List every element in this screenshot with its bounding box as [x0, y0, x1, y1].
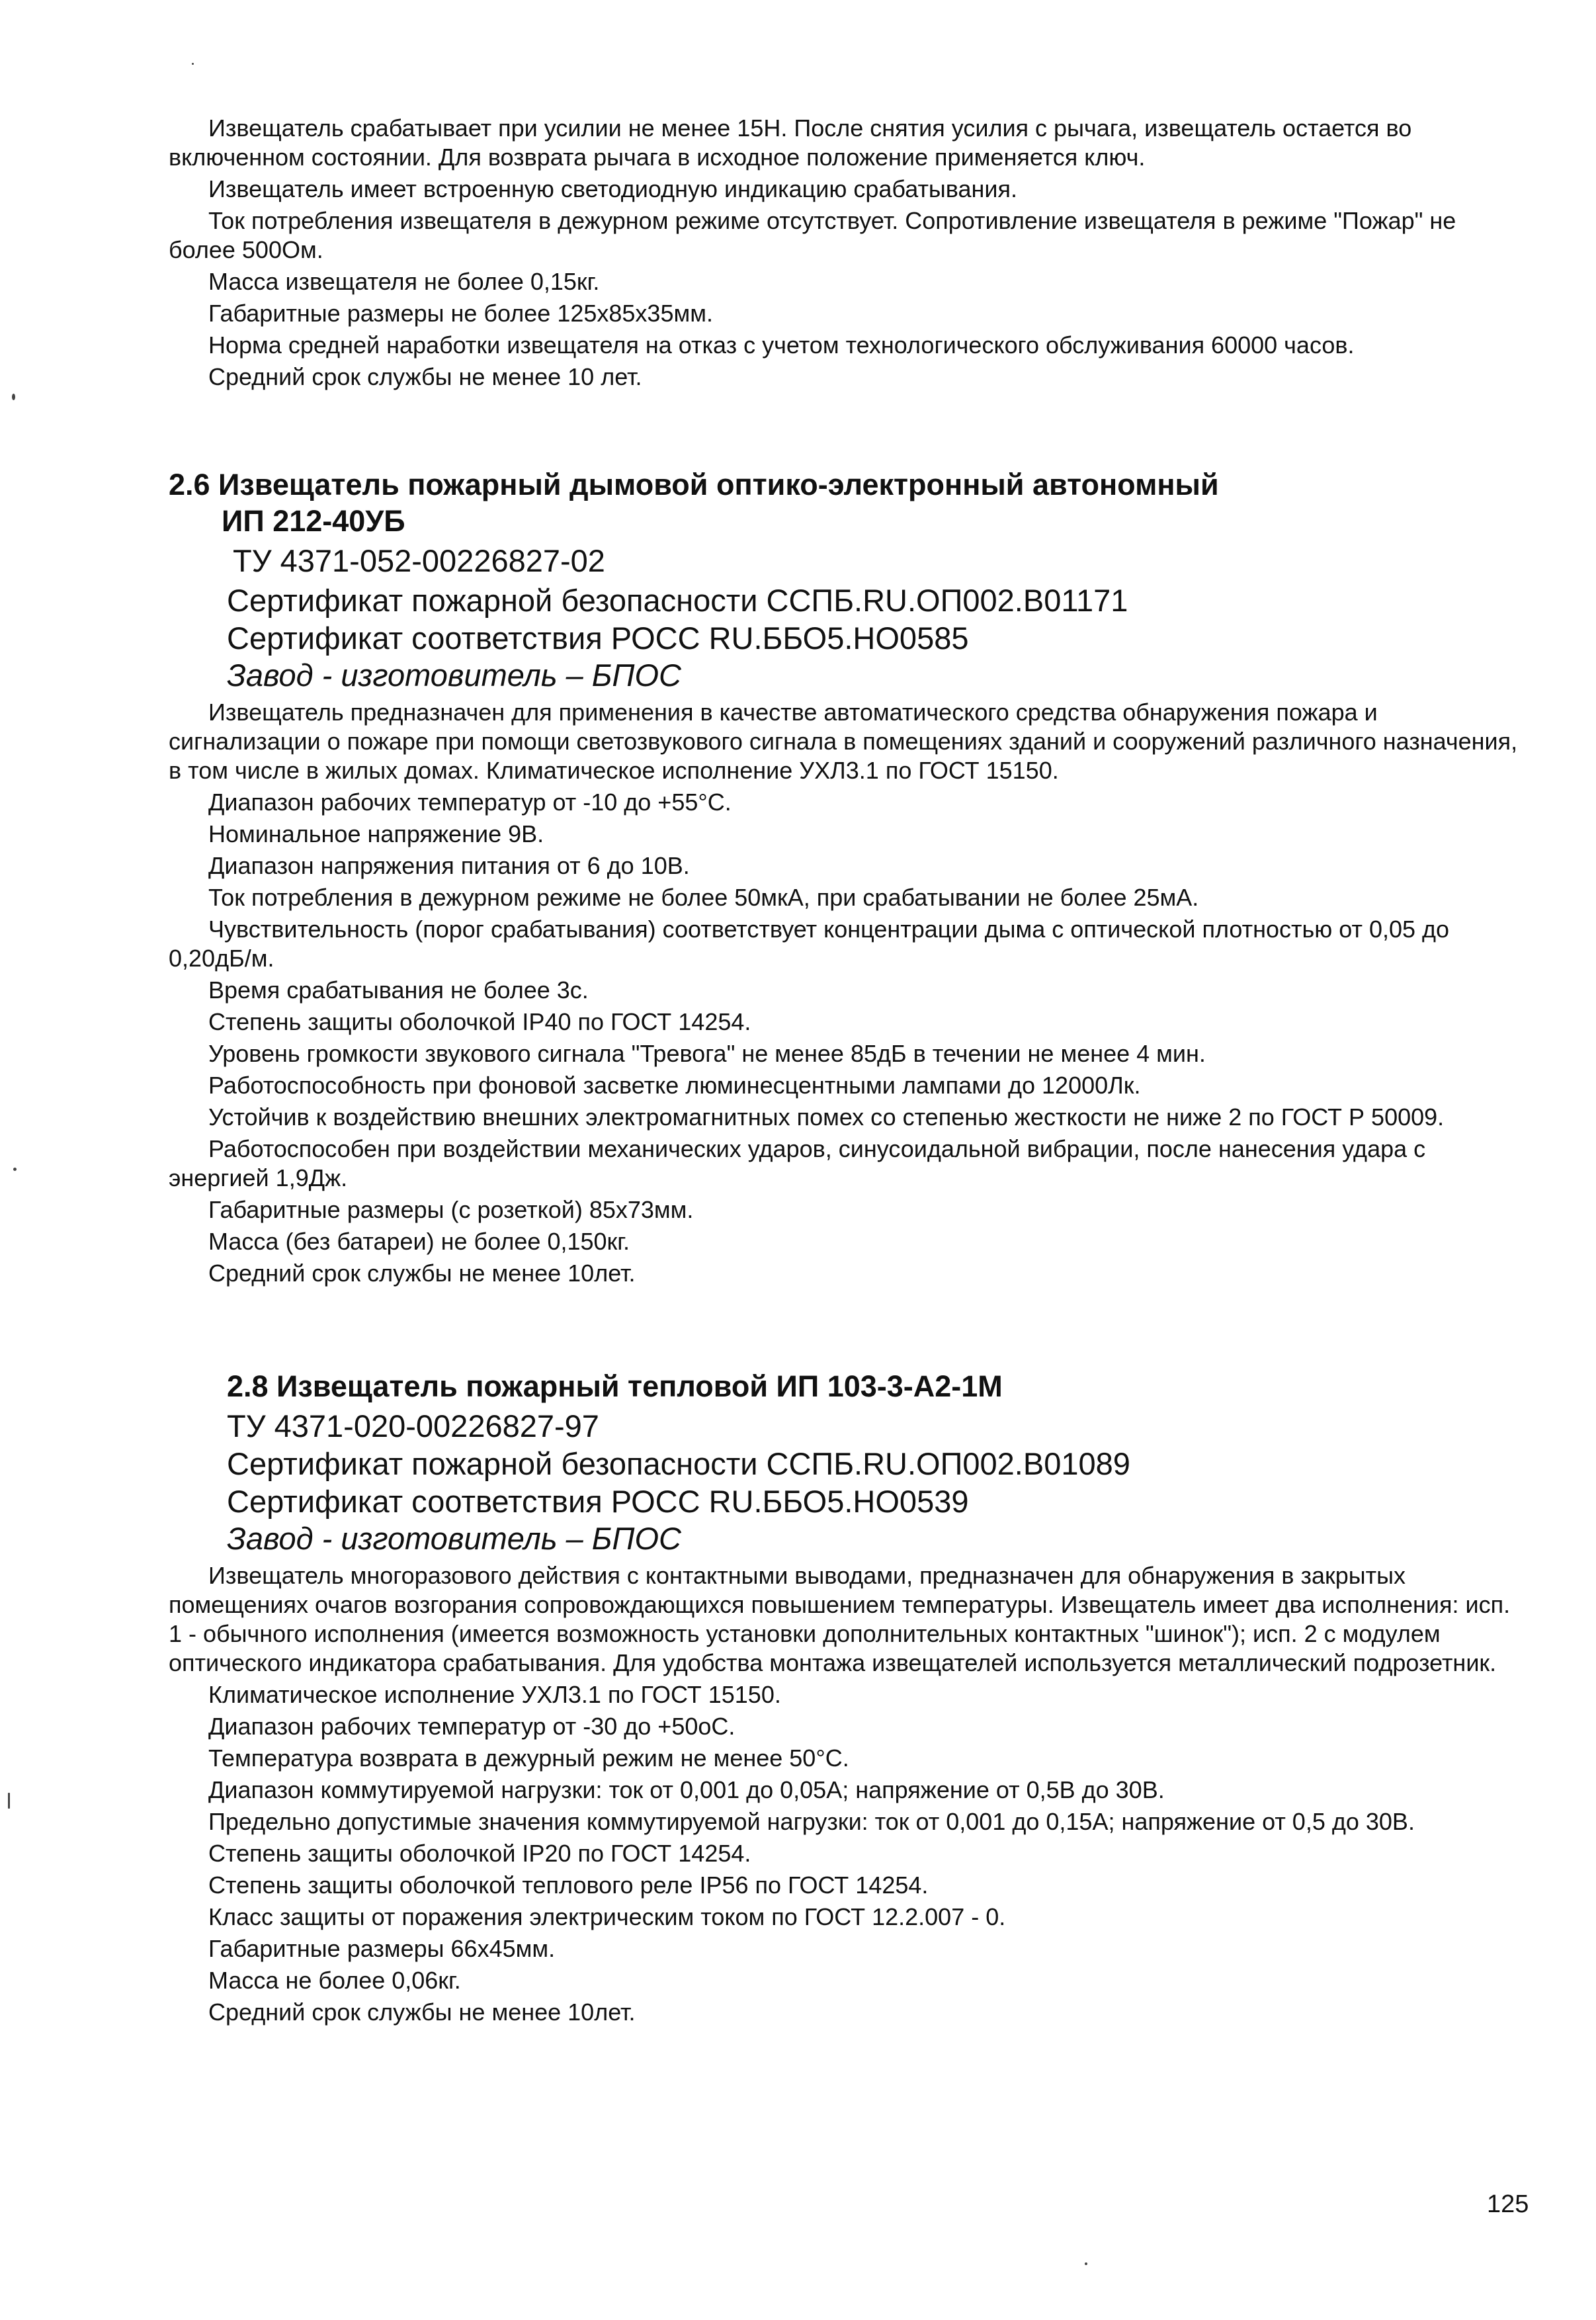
paragraph: Работоспособность при фоновой засветке люминесцентными лампами до 12000Лк.	[208, 1072, 1141, 1099]
paragraph: Габаритные размеры 66х45мм.	[208, 1935, 556, 1962]
paragraph: Средний срок службы не менее 10лет.	[208, 1998, 636, 2026]
paragraph: Габаритные размеры (с розеткой) 85х73мм.	[208, 1196, 694, 1223]
scan-speck	[13, 1168, 17, 1171]
section-2-6-manufacturer: Завод - изготовитель – БПОС	[227, 658, 681, 693]
paragraph: Извещатель многоразового действия с контактными выводами, предназначен для обнаружения в закрытых помещениях очагов возгорания сопровождающихся повышением температуры. Извещатель имеет два исполнения: исп. 1 - обычного исполнения (имеется возможность установки дополнительных контактных "шинок"); исп. 2 с модулем оптического индикатора срабатывания. Для удобства монтажа извещателей используется металлический подрозетник.	[169, 1562, 1511, 1676]
section-2-6-model: ИП 212-40УБ	[222, 504, 405, 538]
paragraph: Степень защиты оболочкой IP20 по ГОСТ 14254.	[208, 1840, 751, 1867]
paragraph: Температура возврата в дежурный режим не менее 50°С.	[208, 1744, 849, 1772]
section-2-6-tu: ТУ 4371-052-00226827-02	[233, 543, 605, 578]
scan-speck	[8, 1793, 10, 1809]
paragraph: Средний срок службы не менее 10 лет.	[208, 363, 642, 390]
paragraph: Номинальное напряжение 9В.	[208, 820, 544, 847]
section-2-6-fire-certificate: Сертификат пожарной безопасности ССПБ.RU.ОП002.В01171	[227, 583, 1128, 618]
paragraph: Средний срок службы не менее 10лет.	[208, 1260, 636, 1287]
paragraph: Предельно допустимые значения коммутируемой нагрузки: ток от 0,001 до 0,15А; напряжение от 0,5 до 30В.	[208, 1808, 1415, 1835]
paragraph: Класс защиты от поражения электрическим током по ГОСТ 12.2.007 - 0.	[208, 1903, 1006, 1930]
paragraph: Норма средней наработки извещателя на отказ с учетом технологического обслуживания 60000 часов.	[208, 331, 1355, 359]
paragraph: Уровень громкости звукового сигнала "Тревога" не менее 85дБ в течении не менее 4 мин.	[208, 1040, 1206, 1067]
paragraph: Время срабатывания не более 3с.	[208, 976, 589, 1004]
section-2-8-body	[169, 1561, 1518, 2027]
paragraph: Диапазон напряжения питания от 6 до 10В.	[208, 852, 690, 879]
paragraph: Ток потребления в дежурном режиме не более 50мкА, при срабатывании не более 25мА.	[208, 884, 1199, 911]
section-2-6-body	[169, 698, 1525, 1288]
paragraph: Извещатель имеет встроенную светодиодную индикацию срабатывания.	[208, 175, 1018, 202]
paragraph: Устойчив к воздействию внешних электромагнитных помех со степенью жесткости не ниже 2 по ГОСТ Р 50009.	[208, 1103, 1445, 1131]
section-2-8-conformity-certificate: Сертификат соответствия РОСС RU.ББО5.НО0539	[227, 1484, 969, 1519]
scan-speck	[12, 394, 15, 400]
paragraph: Диапазон рабочих температур от -30 до +50оС.	[208, 1713, 735, 1740]
paragraph: Климатическое исполнение УХЛ3.1 по ГОСТ 15150.	[208, 1681, 781, 1708]
paragraph: Габаритные размеры не более 125х85х35мм.	[208, 300, 713, 327]
page-number: 125	[1487, 2190, 1529, 2218]
section-2-8-heading: 2.8 Извещатель пожарный тепловой ИП 103-3-А2-1М	[227, 1369, 1003, 1403]
section-2-6-heading: 2.6 Извещатель пожарный дымовой оптико-электронный автономный	[169, 468, 1219, 501]
section-2-8-manufacturer: Завод - изготовитель – БПОС	[227, 1521, 681, 1556]
paragraph: Чувствительность (порог срабатывания) соответствует концентрации дыма с оптической плотностью от 0,05 до 0,20дБ/м.	[169, 916, 1450, 972]
paragraph: Работоспособен при воздействии механических ударов, синусоидальной вибрации, после нанесения удара с энергией 1,9Дж.	[169, 1135, 1426, 1191]
paragraph: Масса извещателя не более 0,15кг.	[208, 268, 600, 295]
section-2-6-conformity-certificate: Сертификат соответствия РОСС RU.ББО5.НО0585	[227, 621, 969, 656]
paragraph: Ток потребления извещателя в дежурном режиме отсутствует. Сопротивление извещателя в режиме "Пожар" не более 500Ом.	[169, 207, 1456, 263]
section-2-8-tu: ТУ 4371-020-00226827-97	[227, 1408, 599, 1443]
scan-speck	[1085, 2262, 1087, 2265]
paragraph: Масса (без батареи) не более 0,150кг.	[208, 1228, 630, 1255]
paragraph: Извещатель предназначен для применения в качестве автоматического средства обнаружения пожара и сигнализации о пожаре при помощи светозвукового сигнала в помещениях зданий и сооружений различного назначения, в том числе в жилых домах. Климатическое исполнение УХЛ3.1 по ГОСТ 15150.	[169, 699, 1518, 784]
paragraph: Степень защиты оболочкой IP40 по ГОСТ 14254.	[208, 1008, 751, 1035]
paragraph: Извещатель срабатывает при усилии не менее 15Н. После снятия усилия с рычага, извещатель остается во включенном состоянии. Для возврата рычага в исходное положение применяется ключ.	[169, 114, 1412, 171]
section-2-8-fire-certificate: Сертификат пожарной безопасности ССПБ.RU.ОП002.В01089	[227, 1446, 1130, 1481]
paragraph: Степень защиты оболочкой теплового реле IP56 по ГОСТ 14254.	[208, 1871, 929, 1899]
paragraph: Диапазон коммутируемой нагрузки: ток от 0,001 до 0,05А; напряжение от 0,5В до 30В.	[208, 1776, 1165, 1803]
intro-text-block	[169, 114, 1518, 392]
paragraph: Масса не более 0,06кг.	[208, 1967, 461, 1994]
paragraph: Диапазон рабочих температур от -10 до +55°С.	[208, 789, 732, 816]
scan-speck	[192, 63, 194, 65]
